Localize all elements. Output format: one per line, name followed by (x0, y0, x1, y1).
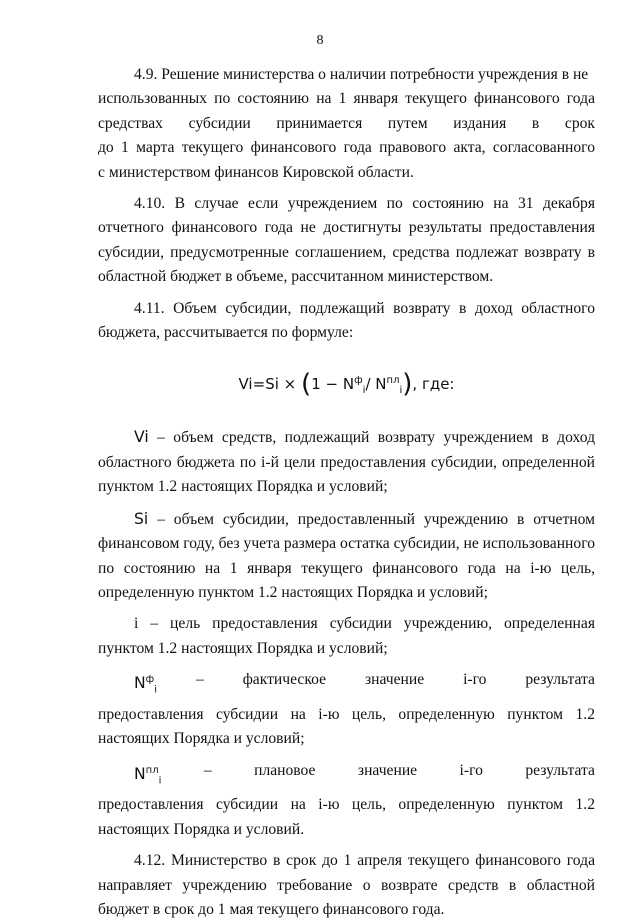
paragraph-4-10: 4.10. В случае если учреждением по состоянию на 31 декабря отчетного финансового года не достигнуты результаты предоставления субсидии, предусмотренные соглашением, средства подлежат возврату в областной бюджет в объеме, рассчитанном министерством. (98, 195, 595, 286)
formula-left-paren: ( (301, 369, 312, 400)
formula-lhs: Vi (238, 375, 253, 394)
paragraph-4-9 (98, 63, 595, 185)
paragraph-4-9-line-2: использованных по состоянию на 1 января текущего финансового года (98, 90, 595, 108)
definition-n-fact-text: предоставления субсидии на i-ю цель, определенную пунктом 1.2 настоящих Порядка и условий; (98, 705, 595, 748)
definition-n-plan-symbol: $N^{пл}_i$ (134, 764, 162, 786)
definition-v-text: – объем средств, подлежащий возврату учреждением в доход областного бюджета по i-й цели предоставления субсидии, определенной пунктом 1.2 настоящих Порядка и условий; (98, 429, 595, 496)
page-number: 8 (316, 33, 324, 48)
formula-n-fact: $N^ф_i$ (342, 375, 366, 397)
formula-equals: = (252, 375, 266, 394)
paragraph-4-11: 4.11. Объем субсидии, подлежащий возврату в доход областного бюджета, рассчитывается по формуле: (98, 299, 595, 342)
formula (98, 361, 595, 411)
definition-v-symbol: Vi (134, 428, 149, 447)
formula-right-paren: ) (402, 369, 413, 400)
formula-n-fact-sub: i (362, 385, 366, 397)
definition-n-plan-text: предоставления субсидии на i-ю цель, определенную пунктом 1.2 настоящих Порядка и условий. (98, 796, 595, 838)
formula-s: Si (265, 375, 279, 394)
document-body (98, 63, 595, 922)
formula-n-plan-sub: i (399, 385, 403, 397)
definition-v (98, 425, 595, 499)
paragraph-4-9-line-3: средствах субсидии принимается путем издания в срок (98, 114, 595, 132)
paragraph-4-9-line-1: 4.9. Решение министерства о наличии потребности учреждения в не (134, 66, 589, 83)
definition-n-fact-symbol: $N^ф_i$ (134, 674, 158, 696)
definition-n-fact: $N^ф_i$ – фактическое значение i-го результата предоставления субсидии на i-ю цель, определенную пунктом 1.2 настоящих Порядка и условий; (98, 668, 595, 752)
formula-tail: , где: (412, 375, 455, 394)
definition-s (98, 507, 595, 606)
formula-slash: / (365, 375, 371, 394)
paragraph-4-9-line-5: с министерством финансов Кировской области. (98, 163, 414, 181)
formula-times: × (283, 375, 297, 394)
formula-one: 1 (311, 375, 321, 394)
definition-s-text: – объем субсидии, предоставленный учреждению в отчетном финансовом году, без учета размера остатка субсидии, не использованного по состоянию на 1 января текущего финансового года на i-ю цель, определенную пунктом 1.2 настоящих Порядка и условий; (98, 510, 595, 601)
paragraph-4-9-line-4: до 1 марта текущего финансового года правового акта, согласованного (98, 139, 595, 157)
formula-n-plan: $N^{пл}_i$ (375, 375, 403, 397)
definition-n-plan: $N^{пл}_i$ – плановое значение i-го результата предоставления субсидии на i-ю цель, определенную пунктом 1.2 настоящих Порядка и условий. (98, 759, 595, 843)
definition-i: i – цель предоставления субсидии учреждению, определенная пунктом 1.2 настоящих Порядка и условий; (98, 615, 595, 657)
paragraph-4-12: 4.12. Министерство в срок до 1 апреля текущего финансового года направляет учреждению требование о возврате средств в областной бюджет в срок до 1 мая текущего финансового года. (98, 852, 595, 918)
formula-n-fact-sup: ф (354, 375, 363, 387)
formula-minus: − (325, 375, 339, 394)
definition-s-symbol: Si (134, 509, 149, 528)
formula-n-plan-sup: пл (386, 375, 400, 387)
